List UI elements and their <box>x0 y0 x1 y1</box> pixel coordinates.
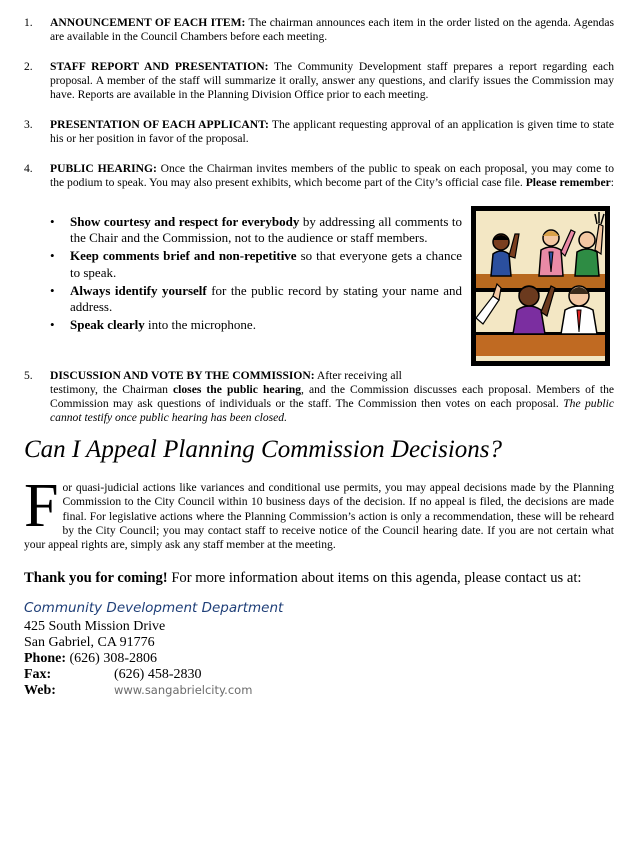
agenda-item-1 <box>24 16 614 44</box>
item-text: After receiving all <box>314 369 402 382</box>
remember-list <box>50 214 462 335</box>
item-number: 3. <box>24 118 33 131</box>
street-address: 425 South Mission Drive <box>24 619 166 634</box>
bullet-icon: • <box>50 214 55 229</box>
item-title: STAFF REPORT AND PRESENTATION: <box>50 60 269 73</box>
item-text: The applicant requesting approval of an application is given time to state his or her position in favor of the proposal. <box>50 118 614 145</box>
item-title: PUBLIC HEARING: <box>50 162 157 175</box>
bullet-icon: • <box>50 282 55 298</box>
item-text: Once the Chairman invites members of the public to speak on each proposal, you may come to the podium to speak. You may also present exhibits, which become part of the City’s official case file. <box>50 162 615 189</box>
bullet-bold: Show courtesy and respect for everybody <box>70 214 300 229</box>
please-remember-label: Please remember <box>525 176 611 189</box>
bullet-icon: • <box>50 317 55 333</box>
list-item <box>50 317 462 333</box>
appeal-text: or quasi-judicial actions like variances and conditional use permits, you may appeal decisions made by the Planning Commission to the City Council within 10 business days of the decision. If no appeal is filed, the decisions are made final. For legislative actions where the Planning Commission’s action is only a recommendation, these will be reheard by the City Council; you may contact staff to receive notice of the Council hearing date. If you are not certain what your appeal rights are, simply ask any staff member at the meeting. <box>24 481 614 552</box>
fax-line <box>24 667 202 683</box>
item-number: 2. <box>24 60 33 73</box>
item-text: testimony, the Chairman <box>50 383 174 396</box>
agenda-item-5 <box>24 369 614 425</box>
bullet-text: by addressing all comments to the Chair and the Commission, not to the audience or staff members. <box>70 214 462 246</box>
list-item <box>50 283 462 315</box>
bullet-text: into the microphone. <box>144 317 256 333</box>
bullet-bold: Keep comments brief and non-repetitive <box>70 248 297 264</box>
item-number: 4. <box>24 162 33 175</box>
list-item <box>50 214 462 246</box>
agenda-item-2 <box>24 60 614 102</box>
web-line <box>24 683 252 699</box>
bullet-bold: Always identify yourself <box>70 282 207 298</box>
item-title: PRESENTATION OF EACH APPLICANT: <box>50 118 269 131</box>
fax-label: Fax: <box>24 667 52 682</box>
bullet-text: so that everyone gets a chance to speak. <box>70 248 462 280</box>
bullet-bold: Speak clearly <box>70 317 145 333</box>
item-text: , and the Commission discusses each proposal. Members of the Commission may ask questions of individuals or the staff. The Commission then votes on each proposal. <box>50 383 615 410</box>
item-note: The public cannot testify once public hearing has been closed. <box>50 397 614 424</box>
item-title: DISCUSSION AND VOTE BY THE COMMISSION: <box>50 369 315 382</box>
thank-you-text: For more information about items on this agenda, please contact us at: <box>167 570 582 586</box>
department-name: Community Development Department <box>24 600 284 616</box>
thank-you-line <box>24 570 581 587</box>
item-number: 5. <box>24 369 33 382</box>
item-text: The chairman announces each item in the order listed on the agenda. Agendas are available in the Council Chambers before each meeting. <box>50 16 615 43</box>
bullet-icon: • <box>50 248 55 264</box>
appeal-paragraph <box>24 472 614 552</box>
item-text: The Community Development staff prepares a report regarding each proposal. A member of the staff will summarize it orally, answer any questions, and clarify issues the Commission may have. Reports are available in the Planning Division Office prior to each meeting. <box>50 60 614 101</box>
phone-number: (626) 308-2806 <box>66 651 157 666</box>
agenda-item-3 <box>24 118 614 146</box>
phone-line <box>24 651 157 667</box>
item-title: ANNOUNCEMENT OF EACH ITEM: <box>50 16 246 29</box>
city-address: San Gabriel, CA 91776 <box>24 635 155 650</box>
remember-colon: : <box>610 176 615 189</box>
drop-cap: F <box>24 472 59 540</box>
appeal-heading: Can I Appeal Planning Commission Decisions? <box>24 436 503 463</box>
phone-label: Phone: <box>24 651 66 666</box>
closes-hearing-emphasis: closes the public hearing <box>173 383 301 396</box>
website-link[interactable]: www.sangabrielcity.com <box>114 683 253 697</box>
web-label: Web: <box>24 683 56 698</box>
list-item <box>50 248 462 280</box>
audience-clipart-icon <box>471 206 610 366</box>
thank-you-bold: Thank you for coming! <box>24 570 168 586</box>
fax-number: (626) 458-2830 <box>114 667 202 682</box>
item-number: 1. <box>24 16 33 29</box>
agenda-item-4 <box>24 162 614 190</box>
bullet-text: for the public record by stating your name and address. <box>70 282 462 315</box>
